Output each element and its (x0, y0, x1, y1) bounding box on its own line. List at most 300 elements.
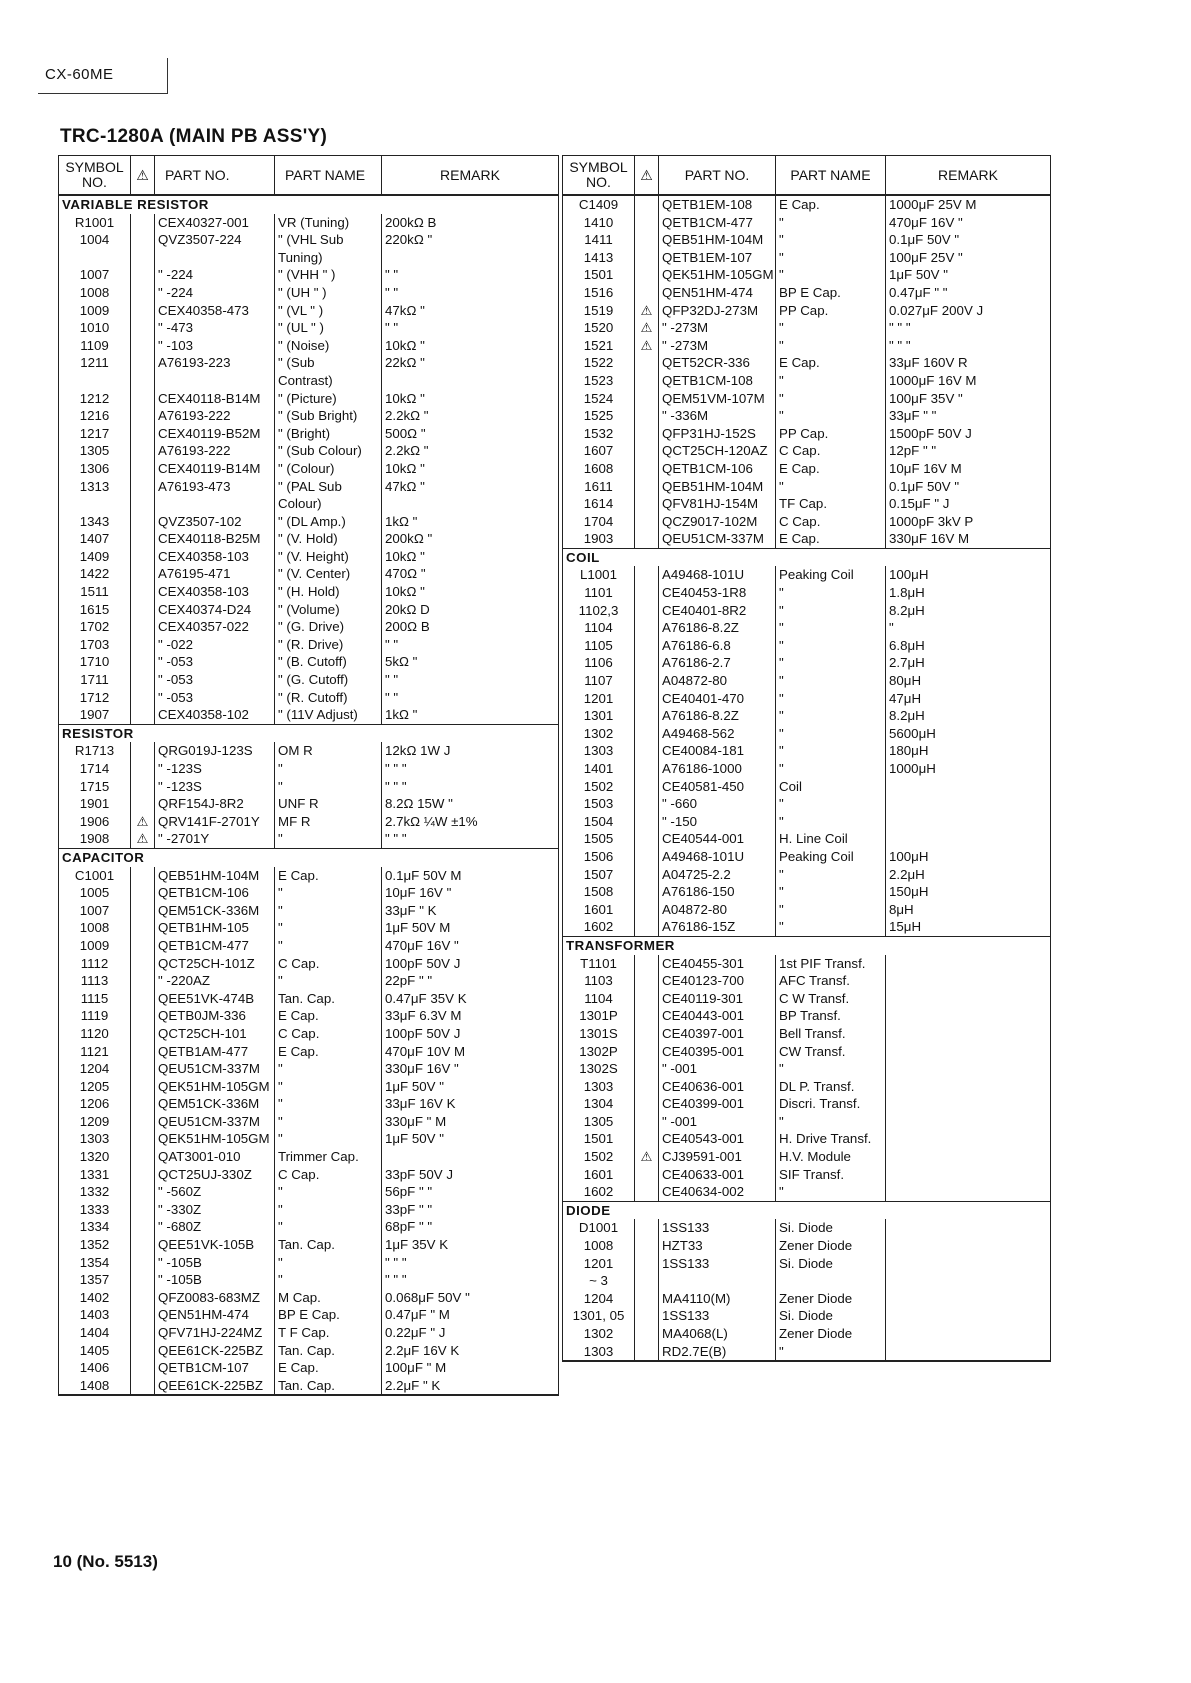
part-number-cell: " -660 (659, 795, 776, 813)
remark-cell (886, 1183, 1051, 1201)
table-row (563, 830, 1051, 848)
symbol-cell: 1502 (563, 778, 635, 796)
part-number-cell: A49468-562 (659, 725, 776, 743)
table-row (59, 671, 559, 689)
table-row (59, 495, 559, 513)
warning-icon (635, 372, 659, 390)
remark-cell: 8.2μH (886, 602, 1051, 620)
remark-cell: 5600μH (886, 725, 1051, 743)
table-row (59, 442, 559, 460)
remark-cell: 180μH (886, 742, 1051, 760)
warning-icon (635, 195, 659, 214)
remark-cell (886, 990, 1051, 1008)
part-number-cell: 1SS133 (659, 1219, 776, 1237)
table-row (59, 955, 559, 973)
remark-cell (382, 495, 559, 513)
part-number-cell: QRG019J-123S (155, 742, 275, 760)
table-row (563, 1183, 1051, 1201)
symbol-cell: 1710 (59, 653, 131, 671)
table-row (59, 601, 559, 619)
warning-icon (131, 1007, 155, 1025)
table-row (59, 1113, 559, 1131)
symbol-cell: 1508 (563, 883, 635, 901)
warning-icon (131, 1166, 155, 1184)
warning-icon (131, 495, 155, 513)
table-row (59, 548, 559, 566)
part-name-cell: " (V. Hold) (275, 530, 382, 548)
symbol-cell: D1001 (563, 1219, 635, 1237)
table-row (59, 1095, 559, 1113)
table-row (59, 1271, 559, 1289)
warning-icon (635, 266, 659, 284)
symbol-cell: 1505 (563, 830, 635, 848)
part-name-cell: BP Transf. (776, 1007, 886, 1025)
remark-cell (886, 1043, 1051, 1061)
part-number-cell: QEK51HM-105GM (155, 1078, 275, 1096)
symbol-cell: 1352 (59, 1236, 131, 1254)
part-name-cell: " (776, 690, 886, 708)
part-number-cell: QEU51CM-337M (155, 1060, 275, 1078)
remark-cell (886, 830, 1051, 848)
remark-cell: 80μH (886, 672, 1051, 690)
part-number-cell: CE40401-8R2 (659, 602, 776, 620)
remark-cell: " " " (382, 760, 559, 778)
warning-icon (635, 1343, 659, 1362)
part-name-cell: Si. Diode (776, 1307, 886, 1325)
symbol-cell: 1205 (59, 1078, 131, 1096)
remark-cell (886, 1025, 1051, 1043)
remark-cell: 1μF 50V " (382, 1130, 559, 1148)
part-name-cell: Tan. Cap. (275, 990, 382, 1008)
part-name-cell: " (275, 1201, 382, 1219)
symbol-cell (59, 249, 131, 267)
warning-icon (635, 813, 659, 831)
col-partno-header: PART NO. (155, 156, 275, 196)
warning-icon (131, 601, 155, 619)
symbol-cell: 1304 (563, 1095, 635, 1113)
col-warn-header: ⚠ (635, 156, 659, 196)
part-name-cell: " (776, 1183, 886, 1201)
part-number-cell: QET52CR-336 (659, 354, 776, 372)
part-number-cell: A76193-473 (155, 478, 275, 496)
remark-cell: 2.2kΩ " (382, 442, 559, 460)
warning-icon (131, 460, 155, 478)
warning-icon (131, 1377, 155, 1396)
part-name-cell: " (VL " ) (275, 302, 382, 320)
remark-cell (886, 972, 1051, 990)
symbol-cell: R1713 (59, 742, 131, 760)
table-row (59, 1201, 559, 1219)
symbol-cell: 1401 (563, 760, 635, 778)
part-name-cell: Tan. Cap. (275, 1377, 382, 1396)
warning-icon (131, 990, 155, 1008)
col-symbol-header: SYMBOL NO. (563, 156, 635, 196)
table-row (563, 442, 1051, 460)
symbol-cell: 1602 (563, 918, 635, 936)
part-number-cell: 1SS133 (659, 1307, 776, 1325)
part-number-cell: A76186-2.7 (659, 654, 776, 672)
part-number-cell: CE40397-001 (659, 1025, 776, 1043)
symbol-cell (59, 372, 131, 390)
remark-cell: 10kΩ " (382, 337, 559, 355)
part-number-cell: " -022 (155, 636, 275, 654)
remark-cell: 33pF 50V J (382, 1166, 559, 1184)
symbol-cell: 1422 (59, 565, 131, 583)
symbol-cell: 1519 (563, 302, 635, 320)
table-row (563, 390, 1051, 408)
part-name-cell: " (275, 972, 382, 990)
part-name-cell: SIF Transf. (776, 1166, 886, 1184)
part-number-cell: A49468-101U (659, 848, 776, 866)
warning-icon (635, 1060, 659, 1078)
part-name-cell: " (776, 1113, 886, 1131)
table-row (59, 372, 559, 390)
symbol-cell: 1204 (563, 1290, 635, 1308)
part-name-cell: T F Cap. (275, 1324, 382, 1342)
part-name-cell: Zener Diode (776, 1290, 886, 1308)
warning-icon (131, 636, 155, 654)
symbol-cell: 1406 (59, 1359, 131, 1377)
table-row (59, 760, 559, 778)
symbol-cell: 1407 (59, 530, 131, 548)
part-number-cell: QEM51CK-336M (155, 902, 275, 920)
table-row (59, 530, 559, 548)
table-row (563, 1272, 1051, 1290)
symbol-cell: 1302P (563, 1043, 635, 1061)
table-row (563, 195, 1051, 214)
symbol-cell: R1001 (59, 214, 131, 232)
model-label: CX-60ME (45, 66, 114, 83)
table-row (59, 337, 559, 355)
part-number-cell: QFP31HJ-152S (659, 425, 776, 443)
part-number-cell: " -273M (659, 337, 776, 355)
remark-cell (886, 1219, 1051, 1237)
table-row (59, 919, 559, 937)
divider (38, 93, 168, 94)
table-row (563, 1219, 1051, 1237)
table-row (563, 866, 1051, 884)
remark-cell (886, 955, 1051, 973)
warning-icon (131, 937, 155, 955)
warning-icon (131, 867, 155, 885)
warning-icon (635, 690, 659, 708)
warning-icon (635, 955, 659, 973)
remark-cell: 33μF " K (382, 902, 559, 920)
part-name-cell: " (776, 637, 886, 655)
warning-icon (635, 354, 659, 372)
part-number-cell: QEM51VM-107M (659, 390, 776, 408)
table-row (59, 478, 559, 496)
part-name-cell: " (776, 866, 886, 884)
symbol-cell: 1504 (563, 813, 635, 831)
table-row (563, 337, 1051, 355)
part-number-cell: A76186-6.8 (659, 637, 776, 655)
table-row (563, 1043, 1051, 1061)
symbol-cell: 1115 (59, 990, 131, 1008)
part-number-cell: " -053 (155, 689, 275, 707)
warning-icon (131, 1148, 155, 1166)
col-warn-header: ⚠ (131, 156, 155, 196)
part-name-cell: " (776, 813, 886, 831)
table-row (563, 725, 1051, 743)
col-symbol-header: SYMBOL NO. (59, 156, 131, 196)
part-number-cell: QETB1CM-107 (155, 1359, 275, 1377)
part-number-cell: A76193-222 (155, 407, 275, 425)
part-number-cell: CE40453-1R8 (659, 584, 776, 602)
part-number-cell: CE40084-181 (659, 742, 776, 760)
table-row (563, 513, 1051, 531)
remark-cell: 2.7μH (886, 654, 1051, 672)
part-name-cell: DL P. Transf. (776, 1078, 886, 1096)
symbol-cell: 1511 (59, 583, 131, 601)
part-number-cell: A49468-101U (659, 566, 776, 584)
part-name-cell: E Cap. (776, 354, 886, 372)
table-row (563, 407, 1051, 425)
warning-icon (131, 548, 155, 566)
symbol-cell: 1306 (59, 460, 131, 478)
remark-cell: 68pF " " (382, 1218, 559, 1236)
table-row (59, 884, 559, 902)
table-row (59, 795, 559, 813)
part-number-cell: QEK51HM-105GM (155, 1130, 275, 1148)
remark-cell: 330μF 16V M (886, 530, 1051, 548)
part-number-cell: A76186-8.2Z (659, 707, 776, 725)
remark-cell: 33μF 6.3V M (382, 1007, 559, 1025)
table-row (59, 1359, 559, 1377)
part-number-cell: CEX40357-022 (155, 618, 275, 636)
part-number-cell: QEN51HM-474 (659, 284, 776, 302)
part-name-cell: " (776, 795, 886, 813)
warning-icon (635, 619, 659, 637)
part-name-cell: " (776, 654, 886, 672)
part-name-cell: BP E Cap. (275, 1306, 382, 1324)
remark-cell: 100pF 50V J (382, 955, 559, 973)
part-name-cell: " (776, 602, 886, 620)
symbol-cell: 1206 (59, 1095, 131, 1113)
part-number-cell: CEX40118-B25M (155, 530, 275, 548)
symbol-cell: 1409 (59, 548, 131, 566)
part-name-cell: E Cap. (776, 460, 886, 478)
warning-icon (635, 990, 659, 1008)
part-name-cell: " (R. Drive) (275, 636, 382, 654)
remark-cell: " (886, 619, 1051, 637)
part-name-cell: Si. Diode (776, 1219, 886, 1237)
remark-cell: 2.2μH (886, 866, 1051, 884)
table-row (59, 1342, 559, 1360)
warning-icon (131, 1183, 155, 1201)
symbol-cell: 1607 (563, 442, 635, 460)
warning-icon (131, 1271, 155, 1289)
symbol-cell: 1501 (563, 266, 635, 284)
part-number-cell: " -053 (155, 653, 275, 671)
symbol-cell: 1204 (59, 1060, 131, 1078)
part-name-cell: Trimmer Cap. (275, 1148, 382, 1166)
warning-icon (635, 407, 659, 425)
part-name-cell: " (776, 742, 886, 760)
part-number-cell: A76193-222 (155, 442, 275, 460)
remark-cell: 470μF 10V M (382, 1043, 559, 1061)
remark-cell: 0.1μF 50V " (886, 231, 1051, 249)
warning-icon (635, 848, 659, 866)
table-row (59, 1289, 559, 1307)
table-row (563, 1148, 1051, 1166)
symbol-cell: 1301 (563, 707, 635, 725)
remark-cell: 0.1μF 50V M (382, 867, 559, 885)
symbol-cell (59, 495, 131, 513)
table-row (563, 478, 1051, 496)
part-name-cell: " (Noise) (275, 337, 382, 355)
section-header-variable-resistor (59, 195, 559, 214)
part-number-cell: CE40633-001 (659, 1166, 776, 1184)
warning-icon (635, 918, 659, 936)
remark-cell (886, 1237, 1051, 1255)
table-row (563, 231, 1051, 249)
table-row (563, 1060, 1051, 1078)
part-name-cell: CW Transf. (776, 1043, 886, 1061)
part-name-cell: " (275, 1060, 382, 1078)
part-name-cell: " (Picture) (275, 390, 382, 408)
part-name-cell: Discri. Transf. (776, 1095, 886, 1113)
warning-icon (635, 672, 659, 690)
part-name-cell: " (Volume) (275, 601, 382, 619)
remark-cell: 1μF 50V " (382, 1078, 559, 1096)
part-name-cell: " (DL Amp.) (275, 513, 382, 531)
warning-icon (131, 884, 155, 902)
part-name-cell: Colour) (275, 495, 382, 513)
section-header-resistor (59, 724, 559, 742)
part-number-cell: A76186-150 (659, 883, 776, 901)
part-number-cell: QCT25CH-101 (155, 1025, 275, 1043)
warning-icon (635, 390, 659, 408)
col-partname-header: PART NAME (275, 156, 382, 196)
part-number-cell: " -103 (155, 337, 275, 355)
remark-cell (886, 1095, 1051, 1113)
symbol-cell: 1320 (59, 1148, 131, 1166)
table-row (59, 390, 559, 408)
part-name-cell: " (776, 214, 886, 232)
symbol-cell: 1332 (59, 1183, 131, 1201)
warning-icon (131, 513, 155, 531)
part-number-cell: A76195-471 (155, 565, 275, 583)
warning-icon (635, 795, 659, 813)
part-number-cell: CEX40118-B14M (155, 390, 275, 408)
part-number-cell: QEU51CM-337M (155, 1113, 275, 1131)
symbol-cell: 1302 (563, 1325, 635, 1343)
part-number-cell: CEX40358-102 (155, 706, 275, 724)
remark-cell: 20kΩ D (382, 601, 559, 619)
table-row (563, 619, 1051, 637)
symbol-cell: 1007 (59, 266, 131, 284)
remark-cell (886, 1307, 1051, 1325)
warning-icon (131, 390, 155, 408)
table-row (563, 1237, 1051, 1255)
remark-cell (886, 1272, 1051, 1290)
table-row (563, 460, 1051, 478)
remark-cell: 100μF " M (382, 1359, 559, 1377)
part-name-cell: Tan. Cap. (275, 1236, 382, 1254)
section-header-coil (563, 548, 1051, 566)
warning-icon (131, 1130, 155, 1148)
warning-icon (635, 830, 659, 848)
part-number-cell: MA4110(M) (659, 1290, 776, 1308)
remark-cell: 47kΩ " (382, 478, 559, 496)
table-row (563, 1255, 1051, 1273)
warning-icon (635, 725, 659, 743)
remark-cell: 1000μF 25V M (886, 195, 1051, 214)
symbol-cell: 1403 (59, 1306, 131, 1324)
remark-cell: 10kΩ " (382, 460, 559, 478)
section-label: CAPACITOR (59, 848, 559, 866)
remark-cell: 1500pF 50V J (886, 425, 1051, 443)
remark-cell (382, 249, 559, 267)
symbol-cell: 1302 (563, 725, 635, 743)
remark-cell: 12pF " " (886, 442, 1051, 460)
symbol-cell: 1008 (59, 284, 131, 302)
table-row (563, 530, 1051, 548)
part-number-cell: A76193-223 (155, 354, 275, 372)
symbol-cell: 1120 (59, 1025, 131, 1043)
symbol-cell: 1343 (59, 513, 131, 531)
table-row (59, 636, 559, 654)
symbol-cell: 1004 (59, 231, 131, 249)
remark-cell (886, 1078, 1051, 1096)
table-row (563, 955, 1051, 973)
symbol-cell: 1901 (59, 795, 131, 813)
table-row (563, 284, 1051, 302)
remark-cell (886, 1113, 1051, 1131)
part-number-cell: CE40636-001 (659, 1078, 776, 1096)
part-number-cell: CE40401-470 (659, 690, 776, 708)
part-number-cell: CE40544-001 (659, 830, 776, 848)
remark-cell (886, 1166, 1051, 1184)
symbol-cell: 1211 (59, 354, 131, 372)
warning-icon (131, 1025, 155, 1043)
part-number-cell: QRF154J-8R2 (155, 795, 275, 813)
remark-cell: 2.2kΩ " (382, 407, 559, 425)
part-number-cell: CE40455-301 (659, 955, 776, 973)
part-number-cell: " -001 (659, 1113, 776, 1131)
part-number-cell: QEE51VK-105B (155, 1236, 275, 1254)
part-name-cell: " (776, 584, 886, 602)
table-row (563, 249, 1051, 267)
table-row (59, 1218, 559, 1236)
symbol-cell: 1410 (563, 214, 635, 232)
table-row (59, 1025, 559, 1043)
warning-icon (635, 584, 659, 602)
part-name-cell: E Cap. (275, 1043, 382, 1061)
remark-cell: 0.1μF 50V " (886, 478, 1051, 496)
remark-cell: 12kΩ 1W J (382, 742, 559, 760)
part-number-cell: " -001 (659, 1060, 776, 1078)
symbol-cell: 1103 (563, 972, 635, 990)
remark-cell (886, 1255, 1051, 1273)
col-partname-header: PART NAME (776, 156, 886, 196)
part-name-cell: " (776, 707, 886, 725)
part-name-cell: " (776, 1343, 886, 1362)
warning-icon (635, 566, 659, 584)
warning-icon (131, 565, 155, 583)
remark-cell: 330μF 16V " (382, 1060, 559, 1078)
remark-cell: 200kΩ " (382, 530, 559, 548)
part-name-cell: " (Sub Colour) (275, 442, 382, 460)
symbol-cell: 1908 (59, 830, 131, 848)
remark-cell: 8.2μH (886, 707, 1051, 725)
remark-cell (382, 372, 559, 390)
remark-cell (886, 795, 1051, 813)
table-row (563, 1025, 1051, 1043)
warning-icon (131, 231, 155, 249)
warning-icon (131, 302, 155, 320)
